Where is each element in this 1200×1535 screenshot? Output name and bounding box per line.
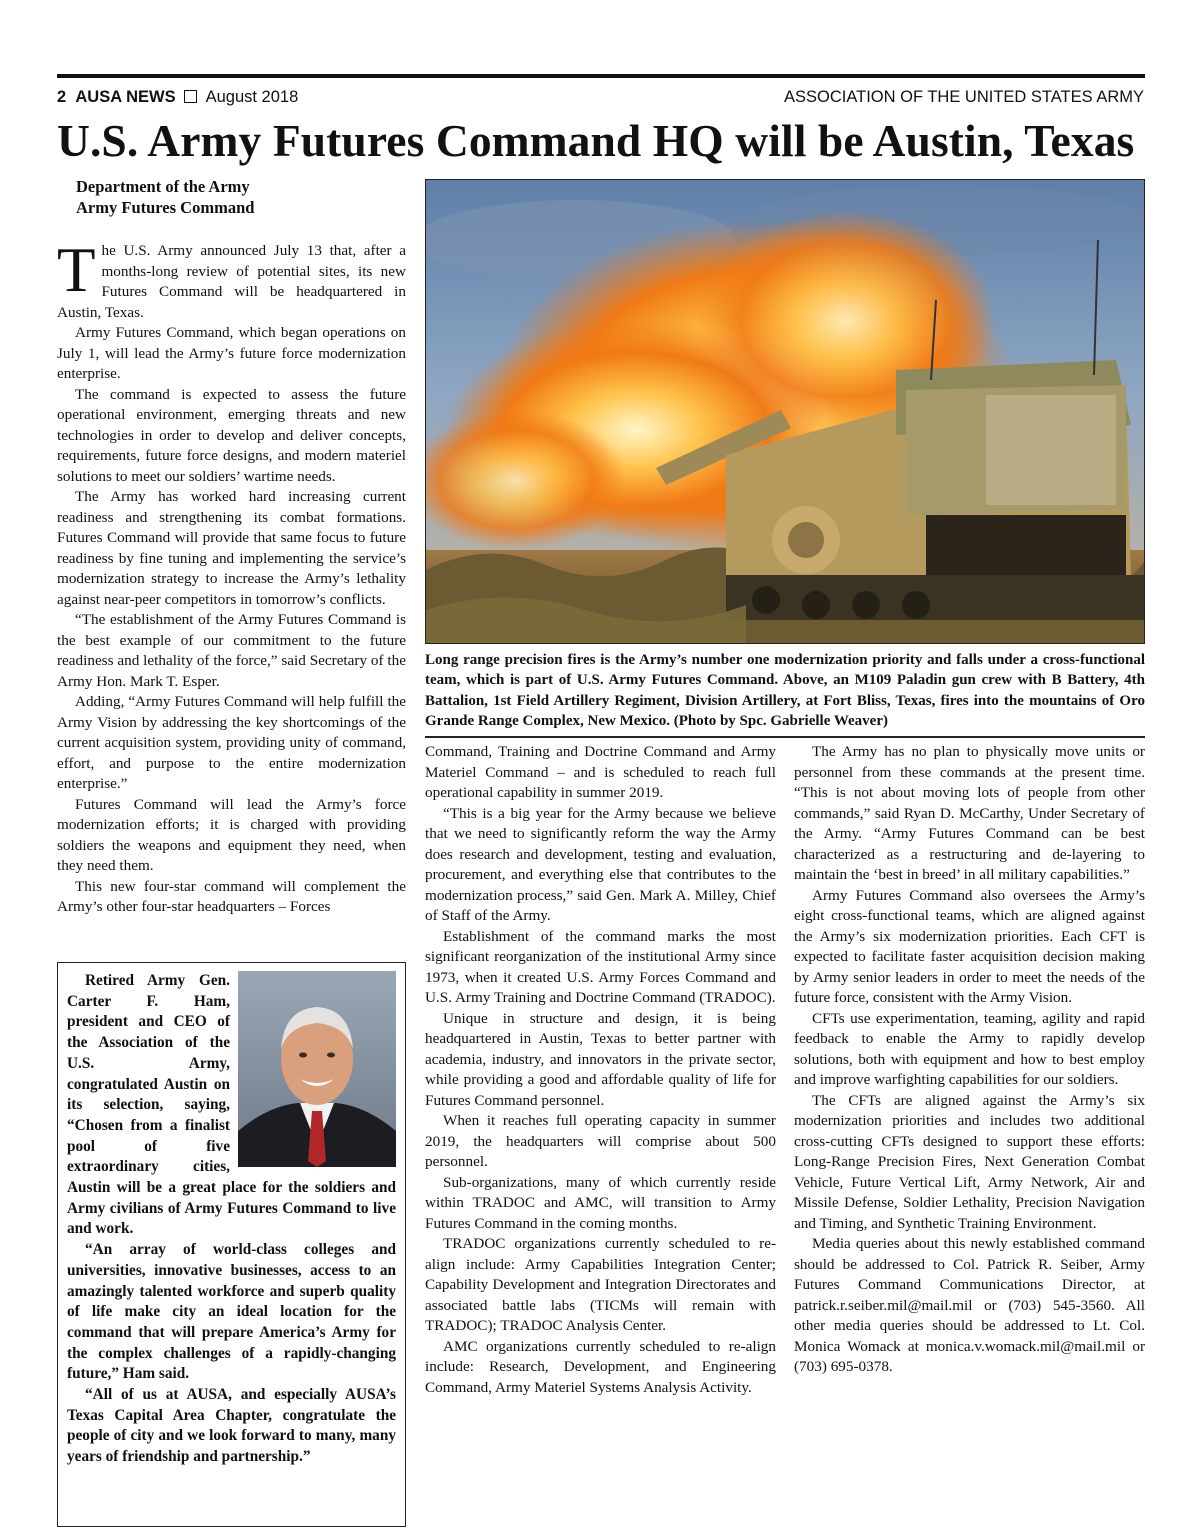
article-paragraph: CFTs use experimentation, teaming, agility and rapid feedback to enable the Army to rapidly develop solutions, both with equipment and how to best employ and improve warfighting capabilities for our soldiers.: [794, 1009, 1145, 1088]
headline: U.S. Army Futures Command HQ will be Austin, Texas: [57, 115, 1135, 166]
article-paragraph: “This is a big year for the Army because we believe that we need to significantly reform the way the Army does research and development, testing and evaluation, procurement, and everything else that contributes to the modernization process,” said Gen. Mark A. Milley, Chief of Staff of the Army.: [425, 804, 776, 924]
photo-caption: Long range precision fires is the Army’s number one modernization priority and falls under a cross-functional team, which is part of U.S. Army Futures Command. Above, an M109 Paladin gun crew with B Battery, 4th Battalion, 1st Field Artillery Regiment, Division Artillery, at Fort Bliss, Texas, fires into the mountains of Oro Grande Range Complex, New Mexico. (Photo by Spc. Gabrielle Weaver): [425, 652, 1145, 729]
organization-name: ASSOCIATION OF THE UNITED STATES ARMY: [784, 88, 1144, 106]
article-paragraph: AMC organizations currently scheduled to re-align include: Research, Development, and Engineering Command, Army Materiel Systems Analysis Activity.: [425, 1337, 776, 1396]
article-paragraph: When it reaches full operating capacity in summer 2019, the headquarters will comprise about 500 personnel.: [425, 1112, 776, 1170]
article-column-3: [794, 742, 1145, 1378]
article-paragraph: The command is expected to assess the future operational environment, emerging threats and new technologies in order to develop and deliver concepts, requirements, future force designs, and modern materiel solutions to meet our soldiers’ wartime needs.: [57, 385, 406, 485]
page-header-left: [57, 88, 298, 107]
article-paragraph: The U.S. Army announced July 13 that, after a months-long review of potential sites, its new Futures Command will be headquartered in Austin, Texas.: [57, 235, 406, 321]
drop-cap: T: [57, 235, 96, 305]
article-paragraph: Media queries about this newly established command should be addressed to Col. Patrick R. Seiber, Army Futures Command Communications Director, at patrick.r.seiber.mil@mail.mil or (703) 545-3560. All other media queries should be addressed to Lt. Col. Monica Womack at monica.v.womack.mil@mail.mil or (703) 695-0378.: [794, 1235, 1145, 1375]
article-paragraph: Command, Training and Doctrine Command and Army Materiel Command – and is scheduled to reach full operational capability in summer 2019.: [425, 743, 776, 801]
article-paragraph: The Army has no plan to physically move units or personnel from these commands at the present time. “This is not about moving lots of people from other commands,” said Ryan D. McCarthy, Under Secretary of the Army. “Army Futures Command can be best characterized as a restructuring and de-layering to maintain the ‘best in breed’ in all military capabilities.”: [794, 743, 1145, 883]
article-paragraph: Sub-organizations, many of which currently reside within TRADOC and AMC, will transition to Army Futures Command in the coming months.: [425, 1173, 776, 1232]
quote-paragraph: “An array of world-class colleges and universities, innovative businesses, access to an amazingly talented workforce and superb quality of life make city an ideal location for the command that will prepare America’s Army for the complex challenges of a rapidly-changing future,” Ham said.: [67, 1241, 396, 1383]
article-paragraph: The Army has worked hard increasing current readiness and strengthening its combat formations. Futures Command will provide that same focus to future readiness by fine tuning and implementing the service’s modernization strategy to increase the Army’s lethality against near-peer competitors in tomorrow’s conflicts.: [57, 488, 406, 608]
article-paragraph: “The establishment of the Army Futures Command is the best example of our commitment to the future readiness and lethality of the force,” said Secretary of the Army Hon. Mark T. Esper.: [57, 611, 406, 690]
article-column-2: [425, 742, 776, 1398]
article-paragraph: TRADOC organizations currently scheduled to re-align include: Army Capabilities Integration Center; Capability Development and Integration Directorates and associated battle labs (TICMs will remain with TRADOC); TRADOC Analysis Center.: [425, 1235, 776, 1334]
artillery-photo: [425, 179, 1145, 644]
quote-paragraph: “All of us at AUSA, and especially AUSA’s Texas Capital Area Chapter, congratulate the people of city and we look forward to many, many years of friendship and partnership.”: [67, 1386, 396, 1466]
paladin-firing-image: [426, 180, 1145, 644]
carter-ham-portrait: [238, 971, 396, 1167]
article-column-1: [57, 235, 406, 918]
header-rule: [57, 74, 1145, 78]
issue-date: August 2018: [205, 88, 299, 106]
ham-quote-box: [57, 962, 406, 1527]
byline-line-1: Department of the Army: [76, 177, 250, 196]
publication-name: AUSA NEWS: [75, 88, 176, 106]
portrait-image: [238, 971, 396, 1167]
quote-paragraph: Retired Army Gen. Carter F. Ham, president and CEO of the Association of the U.S. Army, congratulated Austin on its selection, saying, “Chosen from a finalist pool of five extraordinary cities, Austin will be a great place for the soldiers and Army civilians of Army Futures Command to live and work.: [67, 972, 396, 1238]
checkbox-glyph-icon: [184, 90, 197, 103]
article-paragraph: The CFTs are aligned against the Army’s six modernization priorities and includes two additional cross-cutting CFTs designed to support these efforts: Long-Range Precision Fires, Next Generation Combat Vehicle, Future Vertical Lift, Army Network, Air and Missile Defense, Soldier Lethality, Precision Navigation and Timing, and Synthetic Training Environment.: [794, 1091, 1145, 1232]
article-paragraph: Unique in structure and design, it is being headquartered in Austin, Texas to better partner with academia, industry, and innovators in the private sector, while providing a good and affordable quality of life for Futures Command personnel.: [425, 1009, 776, 1109]
byline-line-2: Army Futures Command: [76, 198, 255, 217]
article-paragraph: Adding, “Army Futures Command will help fulfill the Army Vision by addressing the key shortcomings of the current acquisition system, providing unity of command, effort, and purpose to the entire modernization enterprise.”: [57, 693, 406, 792]
byline: [76, 176, 254, 218]
article-paragraph: Army Futures Command, which began operations on July 1, will lead the Army’s future force modernization enterprise.: [57, 324, 406, 382]
article-paragraph: This new four-star command will complement the Army’s other four-star headquarters – Forces: [57, 877, 406, 915]
page-number: 2: [57, 88, 67, 106]
article-paragraph: Establishment of the command marks the most significant reorganization of the institutional Army since 1973, when it created U.S. Army Forces Command and U.S. Army Training and Doctrine Command (TRADOC).: [425, 927, 776, 1006]
article-paragraph: Army Futures Command also oversees the Army’s eight cross-functional teams, which are aligned against the Army’s six modernization priorities. Each CFT is expected to facilitate faster acquisition decision making by Army senior leaders in order to meet the needs of the future force, consistent with the Army Vision.: [794, 886, 1145, 1006]
article-paragraph: Futures Command will lead the Army’s force modernization efforts; it is charged with providing soldiers the weapons and equipment they need, when they need them.: [57, 795, 406, 874]
caption-rule: [425, 736, 1145, 738]
